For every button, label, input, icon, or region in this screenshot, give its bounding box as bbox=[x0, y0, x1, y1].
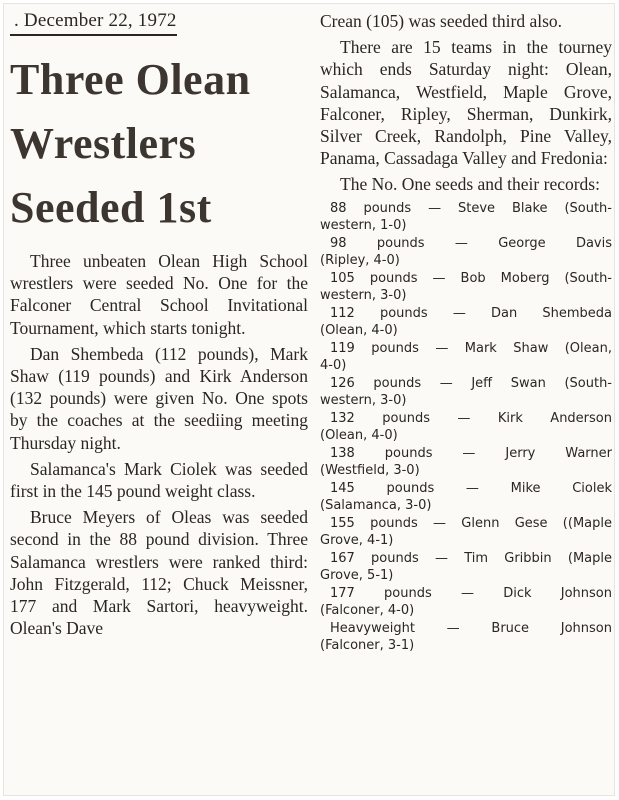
seed-entry-record: western, 1-0) bbox=[320, 218, 407, 234]
seed-entry bbox=[320, 585, 612, 620]
headline-line: Three Olean bbox=[10, 55, 251, 104]
seed-entry-weight-name: Heavyweight — Bruce Johnson bbox=[330, 620, 612, 636]
seed-entry bbox=[320, 410, 612, 445]
seed-entry-record: Grove, 4-1) bbox=[320, 533, 394, 549]
article-body-left bbox=[10, 250, 308, 639]
seed-entry-record: (Salamanca, 3-0) bbox=[320, 498, 432, 514]
headline bbox=[10, 48, 308, 240]
seed-entry-weight-name: 177 pounds — Dick Johnson bbox=[330, 585, 612, 601]
seed-entry bbox=[320, 340, 612, 375]
seed-entry bbox=[320, 200, 612, 235]
article-paragraph: Dan Shembeda (112 pounds), Mark Shaw (119 pounds) and Kirk Anderson (132 pounds) were given No. One spots by the coaches at the seediing meeting Thursday night. bbox=[10, 343, 308, 453]
seed-entry-record: (Falconer, 3-1) bbox=[320, 638, 415, 654]
article-paragraph: Three unbeaten Olean High School wrestlers were seeded No. One for the Falconer Central School Invitational Tournament, which starts tonight. bbox=[10, 251, 308, 338]
article-paragraph: Bruce Meyers of Oleas was seeded second in the 88 pound division. Three Salamanca wrestlers were ranked third: John Fitzgerald, 112; Chuck Meissner, 177 and Mark Sartori, heavyweight. Olean's Dave bbox=[10, 507, 308, 639]
seed-entry-record: (Olean, 4-0) bbox=[320, 323, 398, 339]
newspaper-clipping bbox=[3, 3, 615, 796]
article-paragraph: The No. One seeds and their records: bbox=[340, 174, 600, 195]
seed-entry bbox=[320, 235, 612, 270]
seed-entry-record: (Falconer, 4-0) bbox=[320, 603, 415, 619]
right-column bbox=[320, 10, 612, 655]
dateline: . December 22, 1972 bbox=[10, 10, 177, 36]
seed-entry bbox=[320, 375, 612, 410]
seed-entry-record: 4-0) bbox=[320, 358, 347, 374]
seed-entry-weight-name: 105 pounds — Bob Moberg (South- bbox=[330, 270, 612, 286]
seed-entry bbox=[320, 480, 612, 515]
seed-entry-weight-name: 88 pounds — Steve Blake (South- bbox=[330, 200, 612, 216]
seed-entry bbox=[320, 550, 612, 585]
seed-entry-record: (Ripley, 4-0) bbox=[320, 253, 400, 269]
seed-entry-record: (Westfield, 3-0) bbox=[320, 463, 420, 479]
seed-entry-weight-name: 167 pounds — Tim Gribbin (Maple bbox=[330, 550, 612, 566]
seed-entry-record: (Olean, 4-0) bbox=[320, 428, 398, 444]
seed-entry-weight-name: 98 pounds — George Davis bbox=[330, 235, 612, 251]
seed-entry-weight-name: 112 pounds — Dan Shembeda bbox=[330, 305, 612, 321]
seed-list bbox=[320, 200, 612, 655]
seed-entry-weight-name: 138 pounds — Jerry Warner bbox=[330, 445, 612, 461]
seed-entry-record: western, 3-0) bbox=[320, 393, 407, 409]
seed-entry-weight-name: 126 pounds — Jeff Swan (South- bbox=[330, 375, 612, 391]
seed-entry bbox=[320, 620, 612, 655]
seed-entry-record: western, 3-0) bbox=[320, 288, 407, 304]
seed-entry bbox=[320, 515, 612, 550]
left-column bbox=[10, 10, 308, 643]
article-paragraph: Salamanca's Mark Ciolek was seeded first in the 145 pound weight class. bbox=[10, 458, 308, 502]
article-paragraph: There are 15 teams in the tourney which ends Saturday night: Olean, Salamanca, Westfield, Maple Grove, Falconer, Ripley, Sherman, Dunkirk, Silver Creek, Randolph, Pine Valley, Panama, Cassadaga Valley and Fredonia: bbox=[320, 37, 612, 169]
seed-entry bbox=[320, 445, 612, 480]
seed-entry-weight-name: 155 pounds — Glenn Gese ((Maple bbox=[330, 515, 612, 531]
headline-line: Wrestlers bbox=[10, 119, 197, 168]
seed-entry-weight-name: 132 pounds — Kirk Anderson bbox=[330, 410, 612, 426]
article-body-right bbox=[320, 10, 612, 196]
seed-entry-record: Grove, 5-1) bbox=[320, 568, 394, 584]
headline-line: Seeded 1st bbox=[10, 183, 212, 232]
article-paragraph: Crean (105) was seeded third also. bbox=[320, 11, 563, 31]
seed-entry bbox=[320, 305, 612, 340]
seed-entry-weight-name: 119 pounds — Mark Shaw (Olean, bbox=[330, 340, 612, 356]
seed-entry bbox=[320, 270, 612, 305]
seed-entry-weight-name: 145 pounds — Mike Ciolek bbox=[330, 480, 612, 496]
